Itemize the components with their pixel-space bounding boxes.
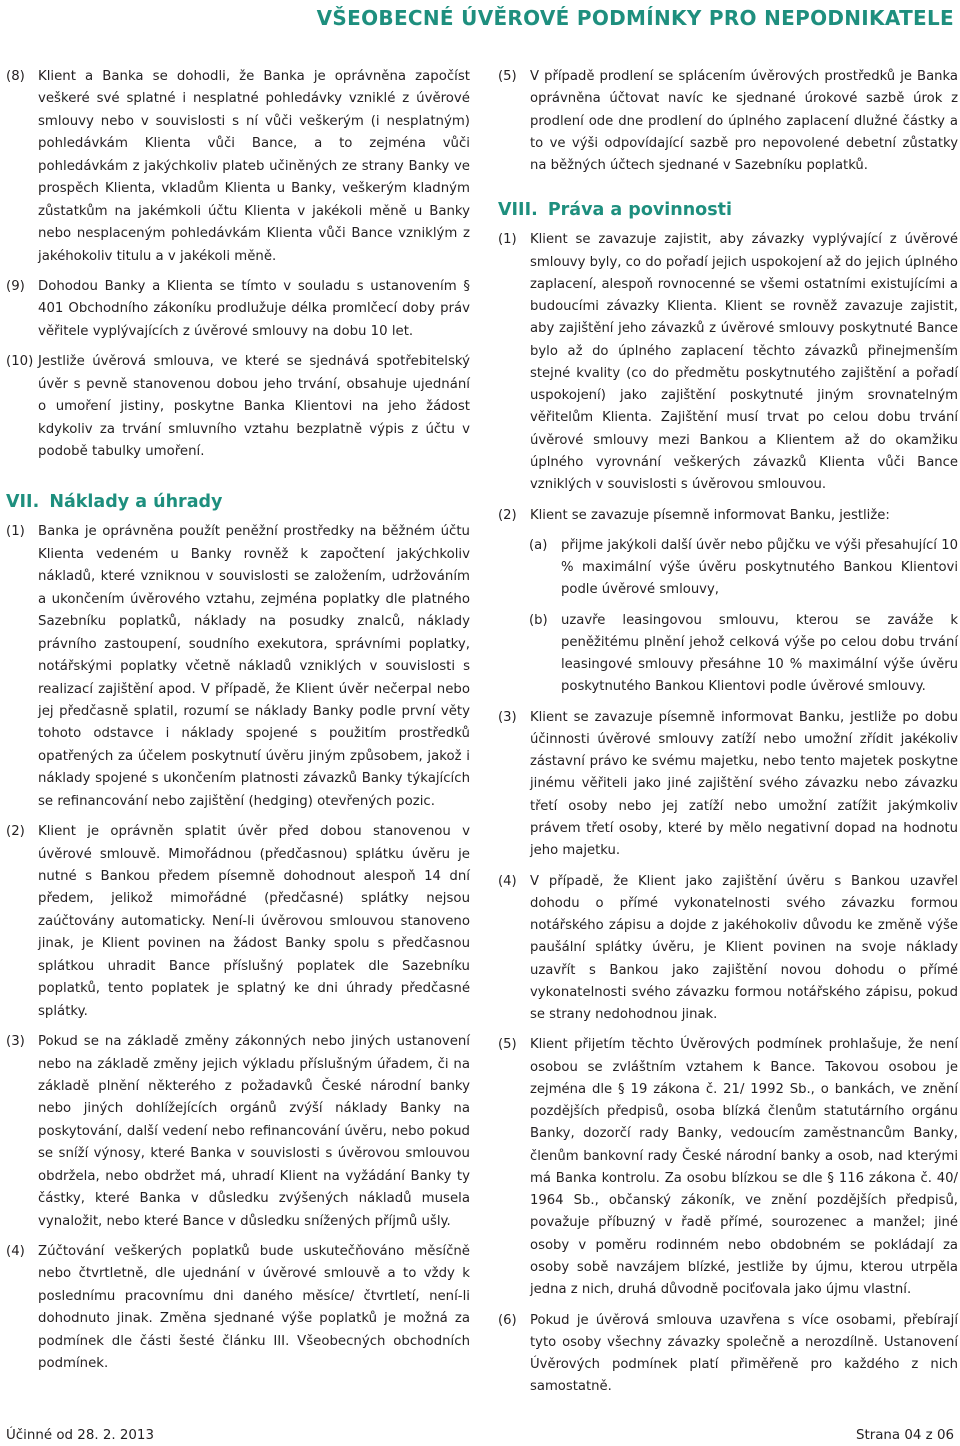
document-header-title: VŠEOBECNÉ ÚVĚROVÉ PODMÍNKY PRO NEPODNIKATELE xyxy=(316,6,954,30)
clause-number: (4) xyxy=(498,873,517,889)
clause-number: (4) xyxy=(6,1244,25,1259)
clause-number: (8) xyxy=(6,69,25,84)
left-column xyxy=(6,66,470,1384)
clause-viii-5 xyxy=(498,1034,958,1301)
section-title: Práva a povinnosti xyxy=(547,200,732,221)
clause-viii-6 xyxy=(498,1310,958,1399)
clause-text: Pokud se na základě změny zákonných nebo jiných ustanovení nebo na základě změny jejich výkladu příslušným úřadem, či na základě plnění některého z požadavků České národní banky nebo jiných dohlížejících orgánů zvýší náklady Banky na poskytování, další vedení nebo refinancování úvěru, nebo pokud se sníží výnosy, které Banka v souvislosti s úvěrovou smlouvou obdržela, nebo obdržet má, uhradí Klient na vyžádání Banky ty částky, které Banka v důsledku zvýšených nákladů musela vynaložit, nebo které Bance v důsledku snížených příjmů ušly. xyxy=(38,1034,470,1229)
clause-vii-3 xyxy=(6,1031,470,1233)
clause-5 xyxy=(498,66,958,177)
clause-text: Klient se zavazuje zajistit, aby závazky vyplývající z úvěrové smlouvy byly, co do pořadí jejich uspokojení až do jejich úplného zaplacení, alespoň rovnocenné se všemi ostatními existujícími a budoucími závazky Klienta. Klient se rovněž zavazuje zajistit, aby zajištění jeho závazků z úvěrové smlouvy poskytnuté Bance bylo až do úplného zaplacení těchto závazků přinejmenším stejné kvality (co do předmětu poskytnutého zajištění a pořadí uspokojení) jako zajištění poskytnuté jiným srovnatelným věřitelům Klienta. Zajištění musí trvat po celou dobu trvání úvěrové smlouvy mezi Bankou a Klientem až do okamžiku úplného vyrovnání veškerých závazků Klienta vůči Bance vzniklých v souvislosti s úvěrovou smlouvou. xyxy=(530,232,958,493)
subclause-letter: (a) xyxy=(529,537,548,553)
clause-text: Zúčtování veškerých poplatků bude uskutečňováno měsíčně nebo čtvrtletně, dle ujednání v úvěrové smlouvě a to vždy k poslednímu pracovnímu dni daného měsíce/ čtvrtletí, není-li dohodnuto jinak. Změna sjednané výše poplatků je možná za podmínek dle části šesté článku III. Všeobecných obchodních podmínek. xyxy=(38,1244,470,1372)
clause-number: (1) xyxy=(6,524,25,540)
section-heading-viii xyxy=(498,199,958,221)
clause-number: (2) xyxy=(6,824,25,840)
clause-text: Pokud je úvěrová smlouva uzavřena s více osobami, přebírají tyto osoby všechny závazky společně a nerozdílně. Ustanovení Úvěrových podmínek platí přiměřeně pro každého z nich samostatně. xyxy=(530,1312,958,1395)
clause-number: (3) xyxy=(498,709,517,725)
clause-text: V případě, že Klient jako zajištění úvěru s Bankou uzavřel dohodu o přímé vykonatelnosti svého závazku formou notářského zápisu a dojde z jakéhokoliv důvodu ke změně výše paušální splátky úvěru, je Klient povinen na svoje náklady uzavřít s Bankou jako zajištění novou dohodu o přímé vykonatelnosti svého závazku formou notářského zápisu, pokud se strany nedohodnou jinak. xyxy=(530,873,958,1023)
section-number: VII. xyxy=(6,492,40,513)
clause-text: Klient je oprávněn splatit úvěr před dobou stanovenou v úvěrové smlouvě. Mimořádnou (předčasnou) splátku úvěru je nutné s Bankou předem písemně dohodnout alespoň 14 dní předem, jelikož mimořádné (předčasné) splátky nejsou zaúčtovány automaticky. Není-li úvěrovou smlouvou stanoveno jinak, je Klient povinen na žádost Banky spolu s předčasnou splátkou uhradit Bance příslušný poplatek dle Sazebníku poplatků, tento poplatek je splatný ke dni úhrady předčasné splátky. xyxy=(38,824,470,1019)
clause-number: (1) xyxy=(498,232,517,248)
clause-text: Jestliže úvěrová smlouva, ve které se sjednává spotřebitelský úvěr s pevně stanovenou dobou jeho trvání, obsahuje ujednání o umoření jistiny, poskytne Banka Klientovi na jeho žádost kdykoliv za trvání smluvního vztahu bezplatně výpis z účtu v podobě tabulky umoření. xyxy=(38,354,470,459)
clause-text: Klient se zavazuje písemně informovat Banku, jestliže po dobu účinnosti úvěrové smlouvy zatíží nebo umožní zřídit jakékoliv zástavní právo ke svému majetku, nebo tento majetek poskytne jinému věřiteli jako jiné zajištění svého závazku nebo závazku třetí osoby nebo jej zatíží nebo umožní zatížit jakýmkoliv právem třetí osoby, které by mělo negativní dopad na hodnotu jeho majetku. xyxy=(530,709,958,859)
clause-number: (5) xyxy=(498,69,517,84)
subclause-text: uzavře leasingovou smlouvu, kterou se zaváže k peněžitému plnění jehož celková výše po celou dobu trvání leasingové smlouvy přesáhne 10 % maximální výše úvěru poskytnutého Bankou Klientovi podle úvěrové smlouvy. xyxy=(561,612,958,695)
clause-10 xyxy=(6,351,470,463)
clause-number: (9) xyxy=(6,278,25,294)
section-title: Náklady a úhrady xyxy=(49,492,223,513)
clause-number: (10) xyxy=(6,354,34,370)
section-number: VIII. xyxy=(498,200,538,221)
right-column xyxy=(498,66,958,1407)
page-number: Strana 04 z 06 xyxy=(855,1428,954,1443)
subclause-a xyxy=(529,535,958,602)
clause-number: (6) xyxy=(498,1312,517,1328)
clause-number: (2) xyxy=(498,507,517,523)
section-heading-vii xyxy=(6,491,470,513)
clause-viii-2 xyxy=(498,505,958,527)
clause-text: Banka je oprávněna použít peněžní prostředky na běžném účtu Klienta vedeném u Banky rovněž k započtení jakýchkoliv nákladů, které vzniknou v souvislosti se založením, udržováním a ukončením úvěrového vztahu, zejména poplatky dle platného Sazebníku poplatků, náklady na posudky znalců, náklady právního zastoupení, soudního exekutora, správními poplatky, notářskými poplatky včetně nákladů vzniklých v souvislosti s realizací zajištění apod. V případě, že Klient úvěr nečerpal nebo jej předčasně splatil, rozumí se náklady Banky podle první věty tohoto odstavce i náklady spojené s použitím prostředků opatřených za účelem poskytnutí úvěru jiným způsobem, jakož i náklady spojené s ukončením platnosti závazků Banky týkajících se refinancování nebo zajištění (hedging) otevřených pozic. xyxy=(38,524,470,809)
subclause-text: přijme jakýkoli další úvěr nebo půjčku ve výši přesahující 10 % maximální výše úvěru poskytnutého Bankou Klientovi podle úvěrové smlouvy, xyxy=(561,537,958,598)
clause-number: (3) xyxy=(6,1034,25,1050)
clause-text: V případě prodlení se splácením úvěrových prostředků je Banka oprávněna účtovat navíc ke sjednané úrokové sazbě úrok z prodlení ode dne prodlení do úplného zaplacení dlužné částky a to ve výši odpovídající sazbě pro nepovolené debetní zůstatky na běžných účtech sjednané v Sazebníku poplatků. xyxy=(530,69,958,174)
clause-number: (5) xyxy=(498,1037,517,1053)
clause-text: Dohodou Banky a Klienta se tímto v souladu s ustanovením § 401 Obchodního zákoníku prodlužuje délka promlčecí doby práv věřitele vyplývajících z úvěrové smlouvy na dobu 10 let. xyxy=(38,278,470,339)
clause-viii-3 xyxy=(498,707,958,863)
clause-vii-1 xyxy=(6,521,470,813)
effective-date: Účinné od 28. 2. 2013 xyxy=(6,1428,154,1443)
clause-text: Klient a Banka se dohodli, že Banka je oprávněna započíst veškeré své splatné i nesplatné pohledávky vzniklé z úvěrové smlouvy nebo v souvislosti s ní vůči veškerým (i nesplatným) pohledávkám Klienta vůči Bance, a to zejména vůči pohledávkám z jakýchkoliv plateb učiněných ze strany Banky ve prospěch Klienta, vkladům Klienta u Banky, veškerým kladným zůstatkům na jakémkoli účtu Klienta v jakékoli měně u Banky nebo nesplaceným pohledávkám Klienta vůči Bance vzniklým z jakéhokoliv titulu a v jakékoli měně. xyxy=(38,69,470,264)
clause-vii-2 xyxy=(6,821,470,1023)
clause-8 xyxy=(6,66,470,268)
clause-viii-1 xyxy=(498,229,958,496)
subclause-b xyxy=(529,610,958,699)
subclause-letter: (b) xyxy=(529,612,548,628)
clause-9 xyxy=(6,276,470,343)
clause-text: Klient se zavazuje písemně informovat Banku, jestliže: xyxy=(530,507,890,523)
clause-vii-4 xyxy=(6,1241,470,1376)
clause-text: Klient přijetím těchto Úvěrových podmínek prohlašuje, že není osobou se zvláštním vztahem k Bance. Takovou osobou je zejména dle § 19 zákona č. 21/ 1992 Sb., o bankách, ve znění pozdějších předpisů, osoba blízká členům statutárního orgánu Banky, dozorčí rady Banky, vedoucím zaměstnancům Banky, členům bankovní rady České národní banky a osob, nad kterými má Banka kontrolu. Za osobu blízkou se dle § 116 zákona č. 40/ 1964 Sb., občanský zákoník, ve znění pozdějších předpisů, považuje příbuzný v řadě přímé, sourozenec a manžel; jiné osoby v poměru rodinném nebo obdobném se pokládají za osoby sobě navzájem blízké, jestliže by újmu, kterou utrpěla jedna z nich, druhá důvodně pociťovala jako újmu vlastní. xyxy=(530,1037,958,1298)
clause-viii-4 xyxy=(498,871,958,1027)
